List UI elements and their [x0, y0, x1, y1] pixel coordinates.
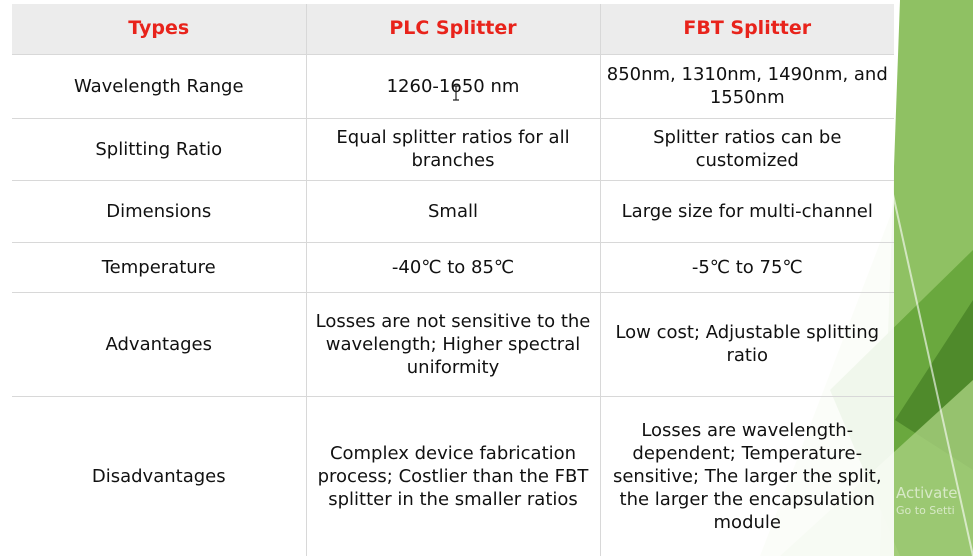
fbt-cell: Low cost; Adjustable splitting ratio: [600, 292, 894, 396]
fbt-cell: Losses are wavelength-dependent; Temperature-sensitive; The larger the split, the larger the encapsulation module: [600, 396, 894, 556]
row-label: Temperature: [12, 242, 306, 292]
header-plc-splitter: PLC Splitter: [306, 4, 600, 54]
row-label: Disadvantages: [12, 396, 306, 556]
row-label: Dimensions: [12, 180, 306, 242]
plc-cell: 1260-1650 nm: [306, 54, 600, 118]
plc-cell: Losses are not sensitive to the wavelength; Higher spectral uniformity: [306, 292, 600, 396]
row-label: Splitting Ratio: [12, 118, 306, 180]
activate-windows-watermark: [896, 484, 957, 520]
fbt-cell: -5℃ to 75℃: [600, 242, 894, 292]
watermark-line2: Go to Setti: [896, 504, 955, 517]
watermark-line1: Activate: [896, 484, 958, 502]
text-cursor-icon: [452, 85, 460, 101]
table-row: [12, 242, 894, 292]
plc-cell: -40℃ to 85℃: [306, 242, 600, 292]
plc-cell: Small: [306, 180, 600, 242]
table-row: [12, 180, 894, 242]
fbt-cell: Large size for multi-channel: [600, 180, 894, 242]
table-header-row: [12, 4, 894, 54]
table-row: [12, 292, 894, 396]
row-label: Wavelength Range: [12, 54, 306, 118]
header-types: Types: [12, 4, 306, 54]
header-fbt-splitter: FBT Splitter: [600, 4, 894, 54]
row-label: Advantages: [12, 292, 306, 396]
table-row: [12, 396, 894, 556]
fbt-cell: 850nm, 1310nm, 1490nm, and 1550nm: [600, 54, 894, 118]
plc-cell: Equal splitter ratios for all branches: [306, 118, 600, 180]
table-row: [12, 118, 894, 180]
fbt-cell: Splitter ratios can be customized: [600, 118, 894, 180]
plc-cell: Complex device fabrication process; Costlier than the FBT splitter in the smaller ratios: [306, 396, 600, 556]
